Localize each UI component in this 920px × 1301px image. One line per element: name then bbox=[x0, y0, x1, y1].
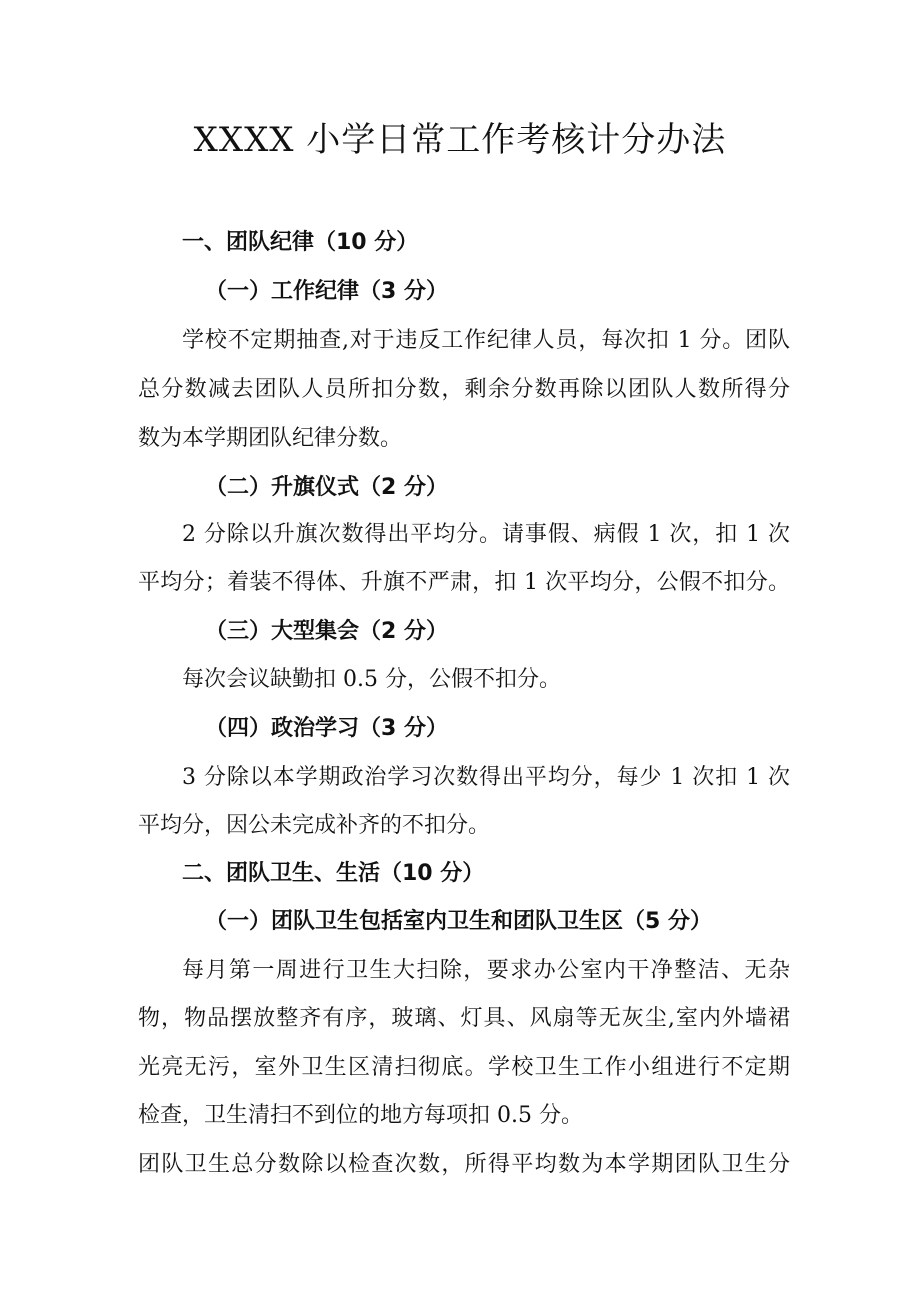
paragraph-line: 总分数减去团队人员所扣分数，剩余分数再除以团队人数所得分 bbox=[138, 377, 790, 402]
paragraph-line: 学校不定期抽查,对于违反工作纪律人员，每次扣 1 分。团队 bbox=[182, 328, 790, 353]
paragraph-line: 平均分，因公未完成补齐的不扣分。 bbox=[138, 813, 491, 838]
paragraph-line: 每次会议缺勤扣 0.5 分，公假不扣分。 bbox=[182, 667, 561, 692]
paragraph-line: 3 分除以本学期政治学习次数得出平均分，每少 1 次扣 1 次 bbox=[182, 765, 790, 790]
document-title: XXXX 小学日常工作考核计分办法 bbox=[193, 120, 727, 160]
section-heading-2: 二、团队卫生、生活（10 分） bbox=[182, 861, 485, 886]
paragraph-line: 检查，卫生清扫不到位的地方每项扣 0.5 分。 bbox=[138, 1103, 583, 1128]
paragraph-line: 每月第一周进行卫生大扫除，要求办公室内干净整洁、无杂 bbox=[182, 958, 790, 983]
subsection-heading-1-2: （二）升旗仪式（2 分） bbox=[205, 475, 448, 500]
paragraph-line: 团队卫生总分数除以检查次数，所得平均数为本学期团队卫生分 bbox=[138, 1152, 790, 1177]
subsection-heading-1-4: （四）政治学习（3 分） bbox=[205, 716, 448, 741]
paragraph-line: 光亮无污，室外卫生区清扫彻底。学校卫生工作小组进行不定期 bbox=[138, 1055, 790, 1080]
paragraph-line: 物，物品摆放整齐有序，玻璃、灯具、风扇等无灰尘,室内外墙裙 bbox=[138, 1006, 790, 1031]
subsection-heading-1-3: （三）大型集会（2 分） bbox=[205, 619, 448, 644]
subsection-heading-2-1: （一）团队卫生包括室内卫生和团队卫生区（5 分） bbox=[205, 909, 712, 934]
subsection-heading-1-1: （一）工作纪律（3 分） bbox=[205, 279, 448, 304]
paragraph-line: 平均分；着装不得体、升旗不严肃，扣 1 次平均分，公假不扣分。 bbox=[138, 570, 790, 595]
paragraph-line: 2 分除以升旗次数得出平均分。请事假、病假 1 次，扣 1 次 bbox=[182, 522, 790, 547]
paragraph-line: 数为本学期团队纪律分数。 bbox=[138, 426, 403, 451]
section-heading-1: 一、团队纪律（10 分） bbox=[182, 230, 419, 255]
